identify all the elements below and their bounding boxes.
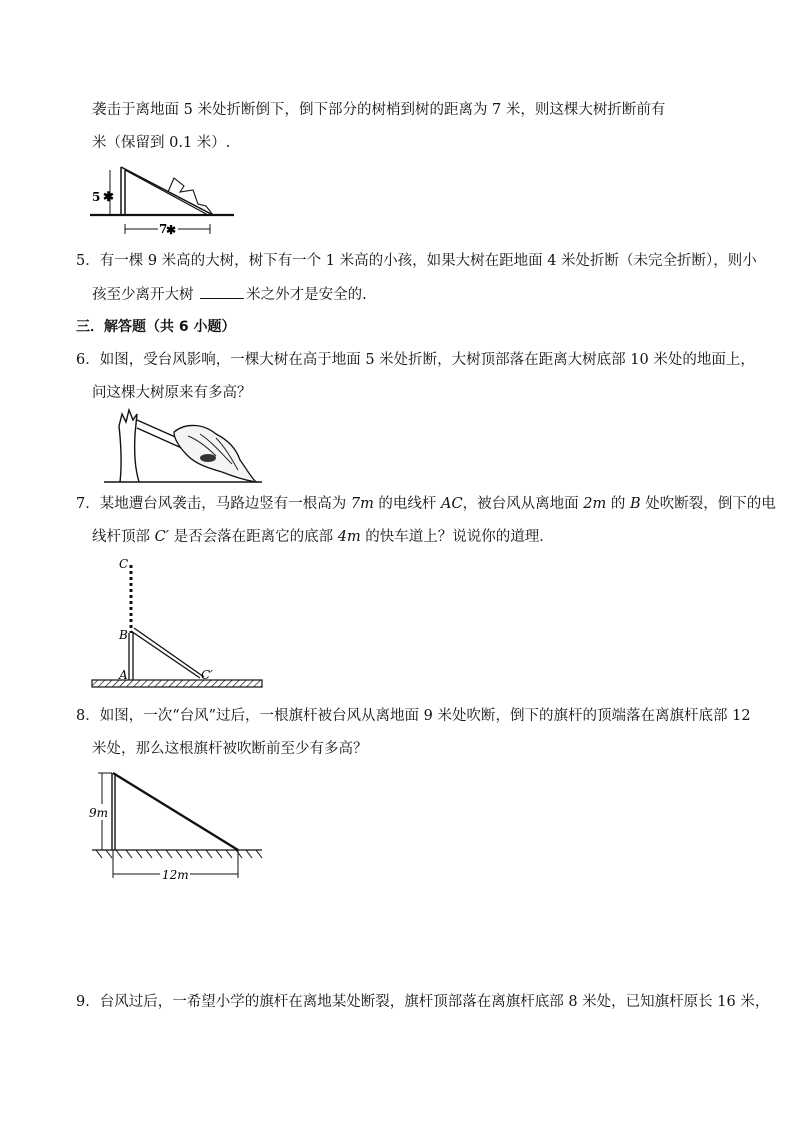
- q9-line-1: 9．台风过后，一希望小学的旗杆在离地某处断裂，旗杆顶部落在离旗杆底部 8 米处，已知旗杆原长 16 米，: [76, 994, 770, 1010]
- q7-break-height: 2m: [583, 496, 607, 512]
- q7-road: [92, 680, 262, 687]
- q4-height-label: 5: [92, 190, 101, 204]
- q7-height-value: 7m: [350, 496, 374, 512]
- q8-figure: [86, 766, 266, 884]
- q4-line-1: 袭击于离地面 5 米处折断倒下，倒下部分的树梢到树的距离为 7 米，则这棵大树折断前有: [92, 102, 666, 118]
- q7-text: ，被台风从离地面: [462, 496, 584, 512]
- q7-label-a: A: [119, 668, 128, 682]
- q6-broken-trunk: [119, 410, 139, 482]
- q4-fallen-part: [121, 167, 213, 215]
- q7-text: 线杆顶部: [92, 529, 155, 545]
- q8-fallen-part: [113, 773, 238, 850]
- q6-line-1: 6．如图，受台风影响，一棵大树在高于地面 5 米处折断，大树顶部落在距离大树底部 10 米处的地面上，: [76, 352, 755, 368]
- q5-line-2-start: 孩至少离开大树: [92, 287, 199, 303]
- q8-height-label: 9m: [89, 806, 109, 820]
- q8-line-2: 米处，那么这根旗杆被吹断前至少有多高？: [92, 741, 368, 757]
- q8-base-label: 12m: [162, 868, 189, 882]
- q4-height-tick-icon: ✱: [103, 190, 114, 205]
- q5-line-2: [92, 284, 367, 305]
- q7-figure: [88, 555, 266, 693]
- q7-label-cprime: C′: [201, 668, 213, 682]
- q7-point-cprime: C′: [154, 529, 169, 545]
- q4-base-label: 7: [159, 222, 168, 236]
- q7-point-b: B: [629, 496, 641, 512]
- q6-tree-crown: [174, 425, 256, 482]
- q5-answer-blank: [200, 284, 244, 299]
- q5-line-1: 5．有一棵 9 米高的大树，树下有一个 1 米高的小孩，如果大树在距地面 4 米处折断（未完全折断），则小: [76, 253, 757, 269]
- q7-text: 的快车道上？说说你的道理．: [360, 529, 554, 545]
- q8-line-1: 8．如图，一次“台风”过后，一根旗杆被台风从离地面 9 米处吹断，倒下的旗杆的顶端落在离旗杆底部 12: [76, 708, 751, 724]
- q6-figure: [104, 404, 264, 486]
- q7-text: 是否会落在距离它的底部: [169, 529, 338, 545]
- q7-text: 的: [606, 496, 630, 512]
- q4-base-tick-icon: ✱: [166, 223, 177, 237]
- q8-ground-hatching: [96, 850, 262, 858]
- q7-pole-label: AC: [441, 496, 463, 512]
- q7-fallen-part: [131, 631, 200, 678]
- section-3-title: 三．解答题（共 6 小题）: [76, 319, 236, 335]
- q4-line-2: 米（保留到 0.1 米）.: [92, 135, 231, 151]
- q7-line-2: [92, 527, 554, 547]
- q7-text: 处吹断裂，倒下的电: [640, 496, 776, 512]
- q4-figure: [88, 160, 238, 240]
- q5-line-2-end: 米之外才是安全的.: [246, 287, 367, 303]
- q7-text: 7．某地遭台风袭击，马路边竖有一根高为: [76, 496, 351, 512]
- q7-distance-value: 4m: [337, 529, 361, 545]
- q7-label-c: C: [119, 557, 129, 571]
- q6-line-2: 问这棵大树原来有多高？: [92, 385, 252, 401]
- q7-label-b: B: [119, 628, 128, 642]
- q7-line-1: [76, 494, 776, 514]
- q7-text: 的电线杆: [373, 496, 442, 512]
